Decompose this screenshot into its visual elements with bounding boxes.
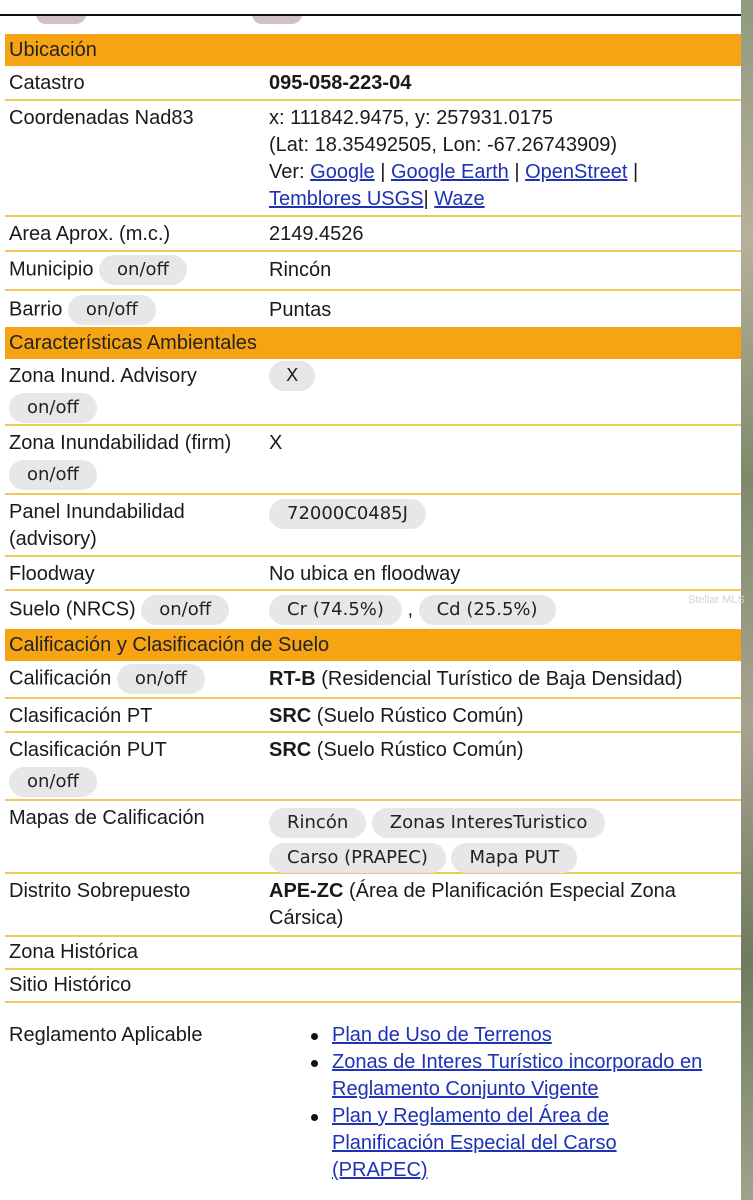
- calificacion-desc: (Residencial Turístico de Baja Densidad): [315, 668, 683, 690]
- link-prapec[interactable]: Plan y Reglamento del Área de: [332, 1105, 609, 1127]
- row-municipio: [5, 252, 741, 291]
- catastro-value: 095-058-223-04: [269, 72, 412, 94]
- suelo-cr-button[interactable]: Cr (74.5%): [269, 595, 402, 625]
- distrito-desc-cont: Cársica): [269, 907, 344, 929]
- row-calificacion: [5, 661, 741, 699]
- row-coordenadas: Coordenadas Nad83 x: 111842.9475, y: 257931.0175 (Lat: 18.35492505, Lon: -67.26743909) Ver: Google | Google Earth | OpenStreet | Temblores USGS| Waze: [5, 101, 741, 217]
- zona-firm-value: X: [269, 432, 283, 454]
- row-distrito: [5, 874, 741, 937]
- distrito-code: APE-ZC: [269, 880, 344, 902]
- section-header-ubicacion: Ubicación: [5, 34, 741, 66]
- row-panel: [5, 495, 741, 557]
- list-item: [306, 1103, 726, 1184]
- row-zona-advisory: [5, 359, 741, 426]
- ver-label: Ver:: [269, 161, 305, 183]
- barrio-value: Puntas: [269, 299, 332, 321]
- clasificacion-put-toggle-button[interactable]: on/off: [9, 767, 97, 797]
- area-label: Area Aprox. (m.c.): [9, 223, 171, 245]
- map-rincon-button[interactable]: Rincón: [269, 808, 366, 838]
- row-suelo: [5, 591, 741, 629]
- coordenadas-xy: x: 111842.9475, y: 257931.0175: [269, 107, 553, 129]
- panel-label: Panel Inundabilidad: [9, 501, 185, 523]
- bullet-icon: [311, 1060, 318, 1067]
- row-area: [5, 217, 741, 252]
- zona-advisory-label: Zona Inund. Advisory: [9, 365, 197, 387]
- catastro-label: Catastro: [9, 72, 85, 94]
- row-zona-historica: [5, 937, 741, 970]
- row-clasificacion-put: [5, 733, 741, 801]
- zona-firm-toggle-button[interactable]: on/off: [9, 460, 97, 490]
- calificacion-code: RT-B: [269, 668, 316, 690]
- clasificacion-put-desc: (Suelo Rústico Común): [311, 739, 524, 761]
- municipio-label: Municipio: [9, 258, 94, 281]
- section-header-calificacion: Calificación y Clasificación de Suelo: [5, 629, 741, 661]
- link-prapec-cont2[interactable]: (PRAPEC): [332, 1159, 428, 1181]
- bullet-icon: [311, 1033, 318, 1040]
- calificacion-label: Calificación: [9, 667, 112, 690]
- distrito-label: Distrito Sobrepuesto: [9, 880, 191, 902]
- map-carso-prapec-button[interactable]: Carso (PRAPEC): [269, 843, 446, 873]
- row-mapas: [5, 801, 741, 874]
- row-catastro: [5, 66, 741, 101]
- link-prapec-cont[interactable]: Planificación Especial del Carso: [332, 1132, 617, 1154]
- link-zonas-interes-turistico-cont[interactable]: Reglamento Conjunto Vigente: [332, 1078, 599, 1100]
- link-temblores-usgs[interactable]: Temblores USGS: [269, 188, 424, 210]
- floodway-value: No ubica en floodway: [269, 563, 461, 585]
- distrito-desc: (Área de Planificación Especial Zona: [343, 880, 676, 902]
- coordenadas-latlon: (Lat: 18.35492505, Lon: -67.26743909): [269, 134, 618, 156]
- link-waze[interactable]: Waze: [434, 188, 485, 210]
- top-divider: [0, 14, 741, 16]
- suelo-label: Suelo (NRCS): [9, 598, 136, 621]
- area-value: 2149.4526: [269, 223, 364, 245]
- barrio-toggle-button[interactable]: on/off: [68, 295, 156, 325]
- clasificacion-put-label: Clasificación PUT: [9, 739, 167, 761]
- zona-firm-label: Zona Inundabilidad (firm): [9, 432, 232, 454]
- calificacion-toggle-button[interactable]: on/off: [117, 664, 205, 694]
- property-info-panel: [5, 34, 741, 1003]
- zona-historica-label: Zona Histórica: [9, 941, 138, 963]
- suelo-separator: ,: [407, 598, 414, 621]
- link-plan-uso-terrenos[interactable]: Plan de Uso de Terrenos: [332, 1024, 552, 1046]
- row-barrio: [5, 291, 741, 327]
- panel-value-button[interactable]: 72000C0485J: [269, 499, 426, 529]
- floodway-label: Floodway: [9, 563, 95, 585]
- zona-advisory-value[interactable]: X: [269, 361, 315, 391]
- clasificacion-pt-desc: (Suelo Rústico Común): [311, 705, 524, 727]
- municipio-value: Rincón: [269, 259, 332, 281]
- zona-advisory-toggle-button[interactable]: on/off: [9, 393, 97, 423]
- clasificacion-pt-label: Clasificación PT: [9, 705, 153, 727]
- link-zonas-interes-turistico[interactable]: Zonas de Interes Turístico incorporado en: [332, 1051, 703, 1073]
- barrio-label: Barrio: [9, 298, 63, 321]
- coordenadas-label: Coordenadas Nad83: [9, 107, 194, 129]
- map-zonas-interes-turistico-button[interactable]: Zonas InteresTuristico: [372, 808, 606, 838]
- link-openstreet[interactable]: OpenStreet: [525, 161, 628, 183]
- link-google[interactable]: Google: [310, 161, 375, 183]
- list-item: [306, 1049, 726, 1103]
- clasificacion-put-code: SRC: [269, 739, 312, 761]
- section-header-ambientales: Características Ambientales: [5, 327, 741, 359]
- map-mapa-put-button[interactable]: Mapa PUT: [451, 843, 577, 873]
- watermark: Stellar MLS: [688, 594, 745, 606]
- suelo-cd-button[interactable]: Cd (25.5%): [419, 595, 556, 625]
- bullet-icon: [311, 1114, 318, 1121]
- row-clasificacion-pt: [5, 699, 741, 733]
- row-floodway: [5, 557, 741, 591]
- row-zona-firm: [5, 426, 741, 495]
- mapas-label: Mapas de Calificación: [9, 807, 205, 829]
- row-sitio-historico: [5, 970, 741, 1003]
- municipio-toggle-button[interactable]: on/off: [99, 255, 187, 285]
- sitio-historico-label: Sitio Histórico: [9, 974, 132, 996]
- reglamento-list: [306, 1022, 726, 1184]
- panel-label-sub: (advisory): [9, 528, 97, 550]
- list-item: [306, 1022, 726, 1049]
- clasificacion-pt-code: SRC: [269, 705, 312, 727]
- suelo-toggle-button[interactable]: on/off: [141, 595, 229, 625]
- reglamento-label: Reglamento Aplicable: [9, 1024, 203, 1046]
- link-google-earth[interactable]: Google Earth: [390, 161, 509, 183]
